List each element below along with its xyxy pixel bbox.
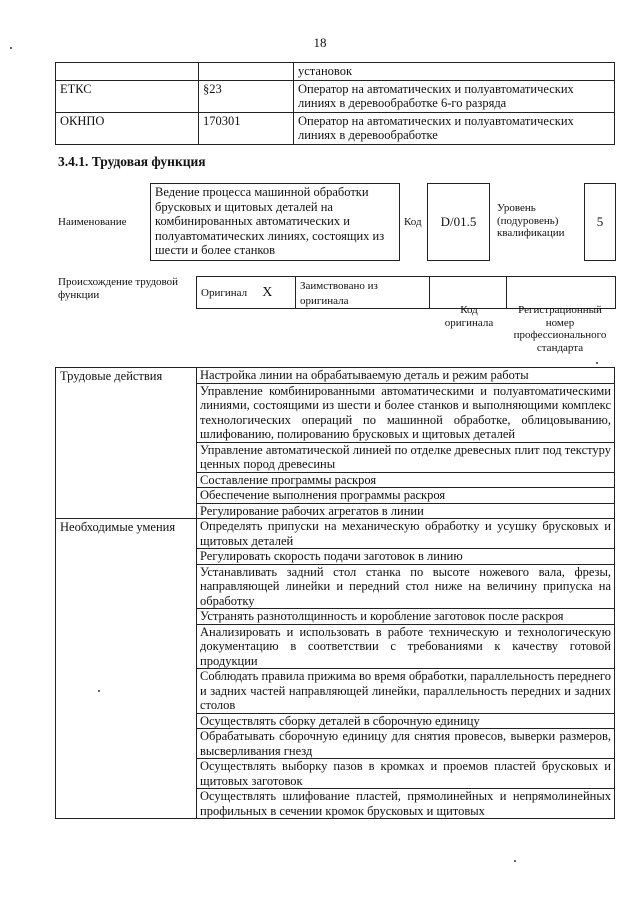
table-cell: 170301 [199,112,294,144]
category-cell: Необходимые умения [56,519,197,819]
page-number: 18 [313,35,327,50]
function-name-box [150,183,400,261]
table-cell: Управление комбинированными автоматическими и полуавтоматическими линиями, состоящими из шести и более станков и выполняющими комплекс технологических операций по машинной обработке, облицовыванию, шлифованию, полированию брусковых и щитовых деталей [197,383,615,442]
table-cell: Оператор на автоматических и полуавтоматических линиях в деревообработке [294,112,615,144]
table-cell: Осуществлять сборку деталей в сборочную единицу [197,713,615,729]
competency-table [55,367,615,819]
table-cell [199,63,294,81]
table-cell: Соблюдать правила прижима во время обработки, параллельность переднего и задних частей направляющей линейки, параллельность передних и задних столов [197,669,615,714]
table-cell: Устанавливать задний стол станка по высоте ножевого вала, фрезы, направляющей линейки и передний стол ниже на величину припуска на обработку [197,564,615,609]
code-value: D/01.5 [440,214,477,229]
origin-label: Происхождение трудовой функции [58,276,179,301]
function-name: Ведение процесса машинной обработки брусковых и щитовых деталей на комбинированных автоматических и полуавтоматических линиях, состоящих из шести и более станков [155,185,385,257]
original-mark: X [262,284,273,300]
table-row [56,519,615,549]
original-cell [197,277,296,309]
name-label: Наименование [58,216,127,228]
table-cell: Обрабатывать сборочную единицу для снятия провесов, выверки размеров, высверливания гнезд [197,729,615,759]
table-cell: ЕТКС [56,80,199,112]
table-cell: Осуществлять выборку пазов в кромках и проемов пластей брусковых и щитовых заготовок [197,759,615,789]
level-value: 5 [596,214,604,229]
classification-table [55,62,615,145]
level-label: Уровень (подуровень) квалификации [497,202,565,239]
code-label: Код [404,216,422,228]
table-row [56,63,615,81]
original-label: Оригинал [201,286,248,299]
borrowed-cell [296,277,430,309]
table-cell: Регулировать скорость подачи заготовок в линию [197,549,615,565]
table-cell: §23 [199,80,294,112]
table-cell: Управление автоматической линией по отделке древесных плит под текстуру ценных пород древесины [197,442,615,472]
level-box [584,183,616,261]
table-cell: Обеспечение выполнения программы раскроя [197,488,615,504]
table-cell [56,63,199,81]
table-cell: Определять припуски на механическую обработку и усушку брусковых и щитовых деталей [197,519,615,549]
code-box [427,183,490,261]
table-cell: Оператор на автоматических и полуавтоматических линиях в деревообработке 6-го разряда [294,80,615,112]
table-row [56,80,615,112]
table-row [56,112,615,144]
table-cell: Анализировать и использовать в работе техническую и технологическую документацию в соответствии с требованиями к качеству готовой продукции [197,624,615,669]
table-cell: Составление программы раскроя [197,472,615,488]
table-cell: Регулирование рабочих агрегатов в линии [197,503,615,519]
table-cell: Осуществлять шлифование пластей, прямолинейных и непрямолинейных профильных в сечении кромок брусковых и щитовых [197,789,615,819]
scan-dot [514,860,516,862]
category-cell: Трудовые действия [56,368,197,519]
reg-caption: Регистрационный номер профессионального стандарта [513,304,607,354]
borrowed-label: Заимствовано из оригинала [300,280,378,307]
table-cell: ОКНПО [56,112,199,144]
table-cell: установок [294,63,615,81]
scan-dot [596,362,598,364]
table-cell: Настройка линии на обрабатываемую деталь и режим работы [197,368,615,384]
section-title: 3.4.1. Трудовая функция [58,154,206,169]
code-caption: Код оригинала [444,304,494,329]
table-row [56,368,615,384]
table-cell: Устранять разнотолщинность и коробление заготовок после раскроя [197,609,615,625]
